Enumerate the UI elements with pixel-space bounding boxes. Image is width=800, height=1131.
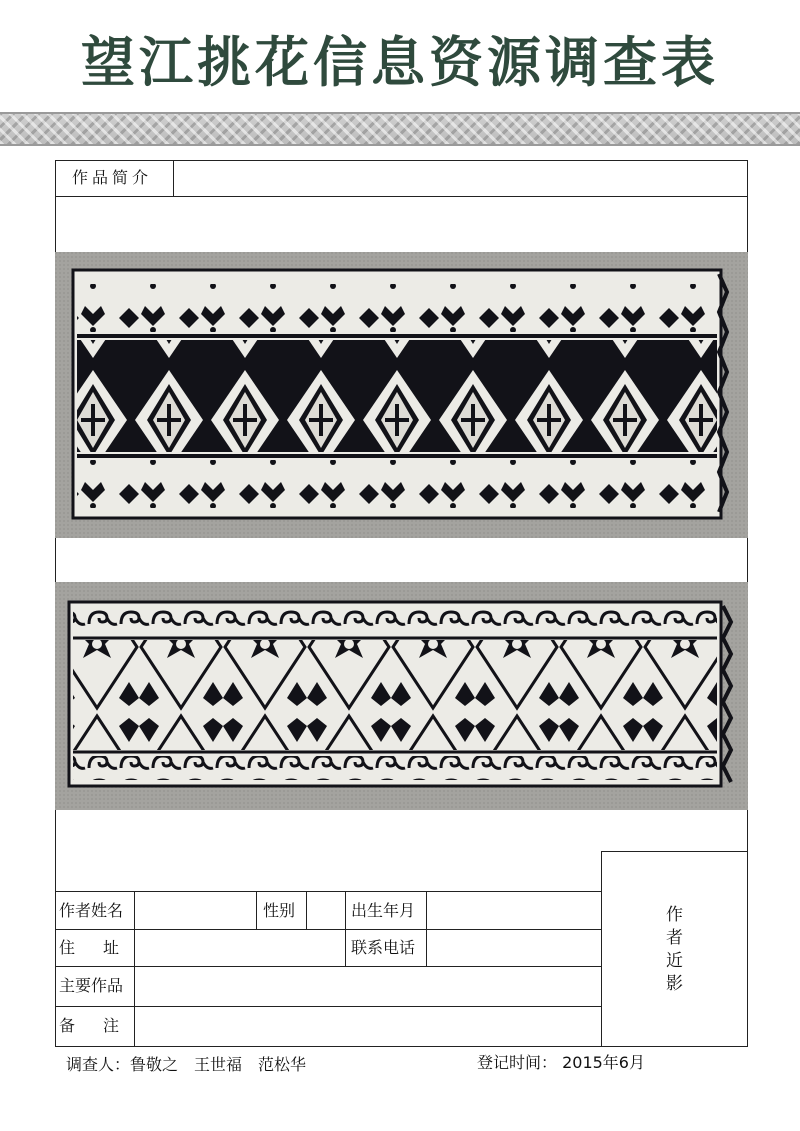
address-label: 住 址: [59, 938, 126, 957]
gender-label: 性别: [263, 901, 296, 920]
registration-date: 登记时间： 2015年6月: [477, 1053, 645, 1072]
notes-label: 备 注: [59, 1016, 126, 1035]
author-photo-label: 作者近影: [662, 905, 682, 997]
birth-col-divider-a: [345, 891, 346, 966]
phone-label: 联系电话: [351, 938, 416, 957]
info-row-line-3: [55, 966, 601, 967]
embroidery-photo-2: [55, 582, 748, 810]
intro-row-divider: [55, 196, 748, 197]
page-title: 望江挑花信息资源调查表: [81, 30, 719, 94]
gender-col-divider-a: [256, 891, 257, 929]
works-label: 主要作品: [59, 976, 124, 995]
photo-box-top: [601, 851, 748, 852]
birth-label: 出生年月: [351, 901, 416, 920]
author-name-label: 作者姓名: [59, 901, 124, 920]
decorative-band: [0, 112, 800, 146]
investigators: 调查人：鲁敬之 王世福 范松华: [66, 1055, 307, 1074]
birth-col-divider-b: [426, 891, 427, 966]
label-col-divider: [134, 891, 135, 1047]
info-row-line-1: [55, 891, 601, 892]
gender-col-divider-b: [306, 891, 307, 929]
intro-label-divider: [173, 160, 174, 196]
info-row-line-4: [55, 1006, 601, 1007]
info-row-line-2: [55, 929, 601, 930]
embroidery-photo-1: [55, 252, 748, 538]
intro-label: 作品简介: [72, 168, 153, 187]
photo-box-left: [601, 851, 602, 1047]
